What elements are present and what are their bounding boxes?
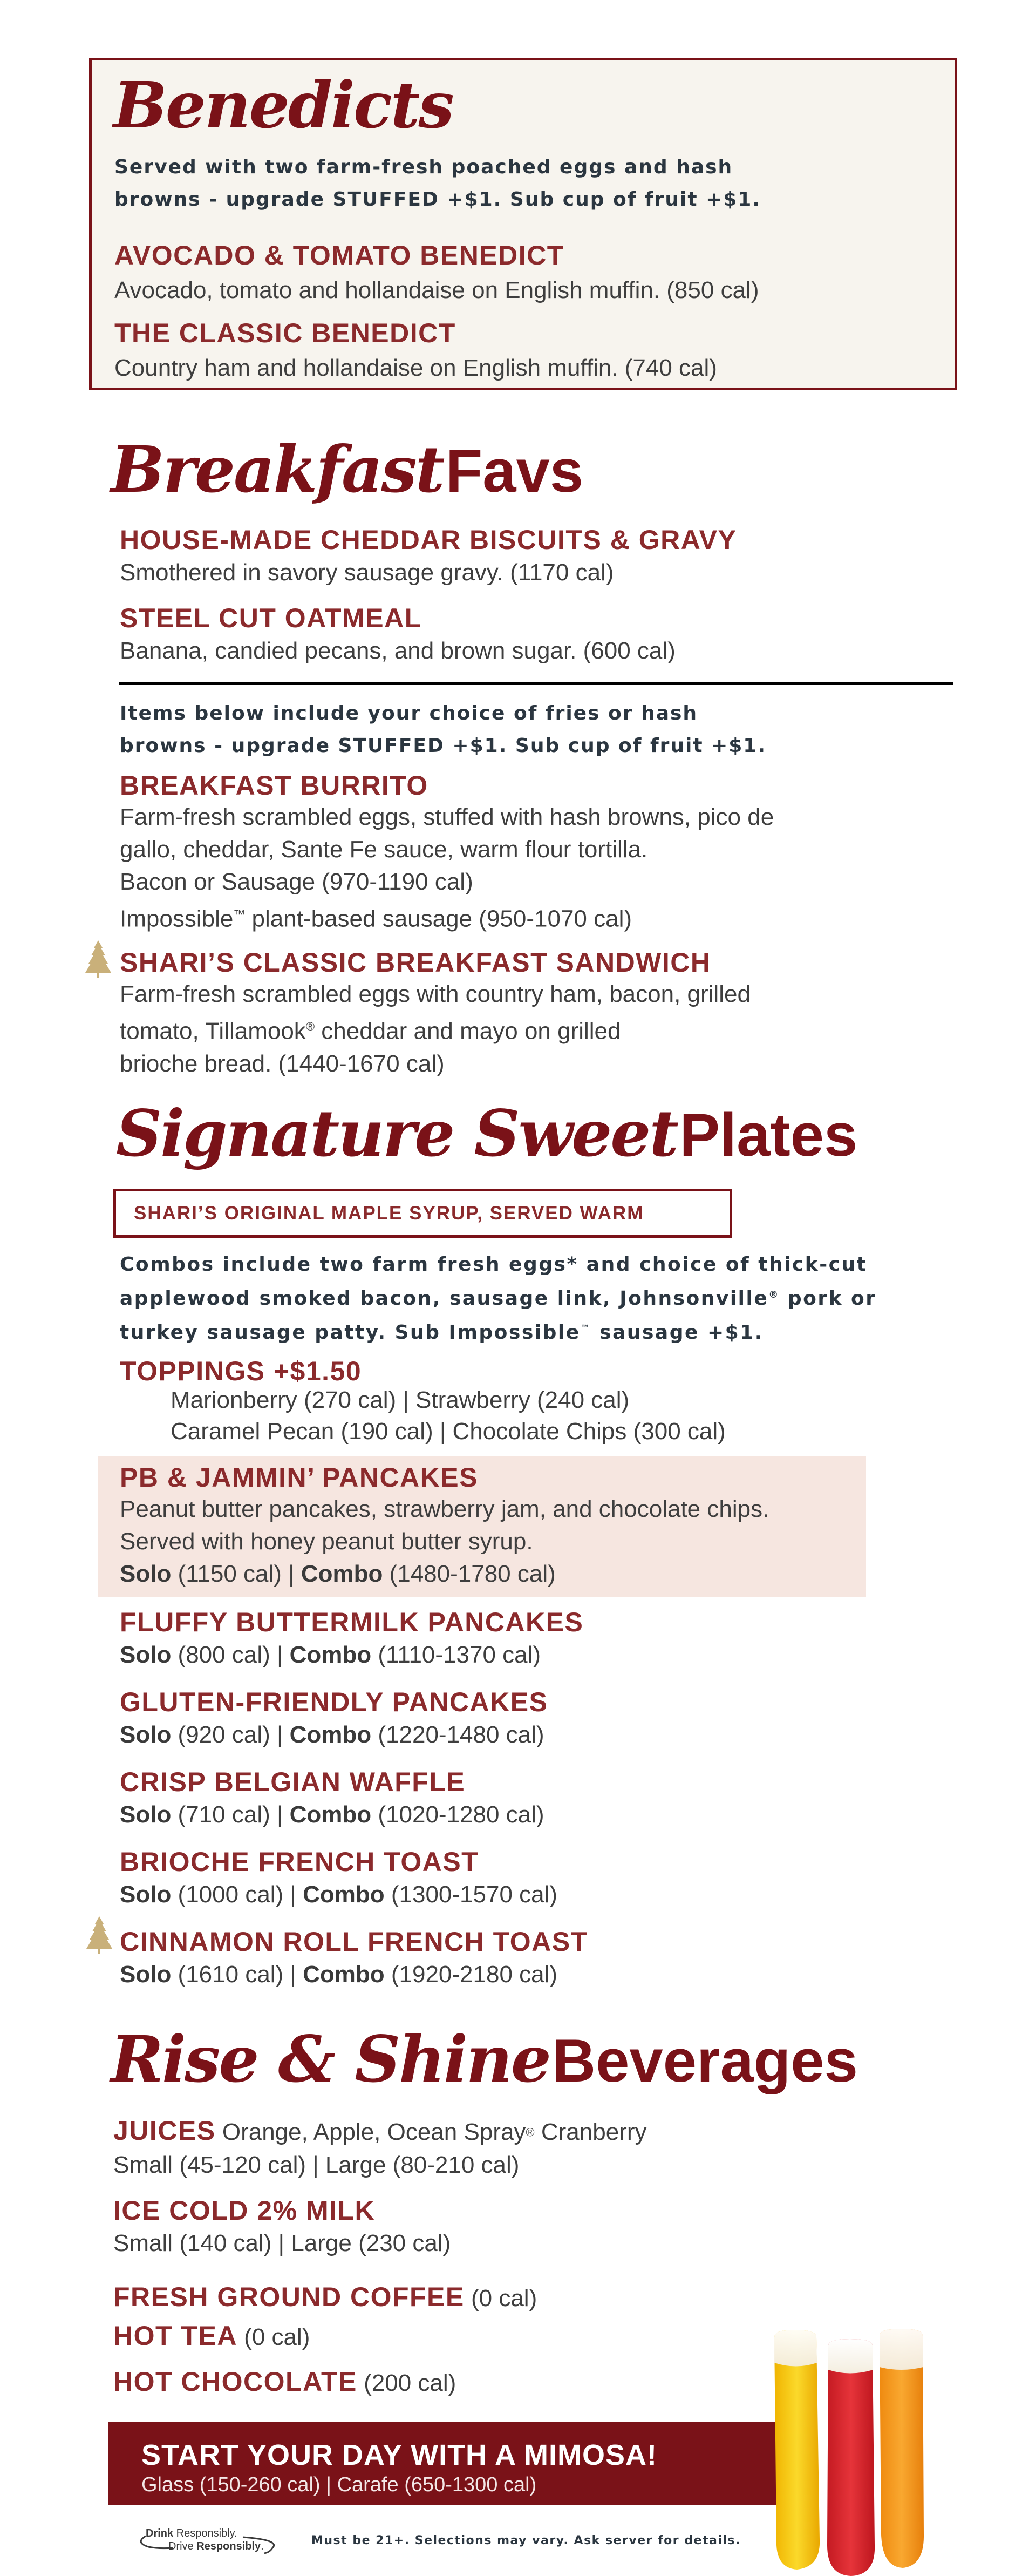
tree-icon	[84, 940, 112, 979]
item-name: CRISP BELGIAN WAFFLE	[120, 1767, 466, 1797]
item-name: AVOCADO & TOMATO BENEDICT	[114, 240, 564, 270]
menu-item	[114, 320, 717, 384]
title-script: Signature Sweet	[116, 1096, 677, 1171]
menu-item	[120, 605, 676, 667]
menu-item	[120, 526, 737, 589]
menu-item-burrito	[120, 772, 774, 936]
combo-note-line3: turkey sausage patty. Sub Impossible™ sausage +$1.	[120, 1321, 764, 1344]
item-calories: (200 cal)	[357, 2370, 456, 2396]
item-name: SHARI’S CLASSIC BREAKFAST SANDWICH	[120, 947, 711, 978]
syrup-label: SHARI’S ORIGINAL MAPLE SYRUP, SERVED WARM	[134, 1202, 644, 1224]
benedicts-note	[114, 151, 761, 216]
item-name: THE CLASSIC BENEDICT	[114, 318, 456, 348]
menu-item	[120, 1848, 557, 1911]
item-name: STEEL CUT OATMEAL	[120, 603, 422, 633]
desc-line: Peanut butter pancakes, strawberry jam, and chocolate chips.	[120, 1496, 769, 1522]
mimosa-subtitle: Glass (150-260 cal) | Carafe (650-1300 cal)	[141, 2473, 537, 2496]
title-plain: Favs	[445, 437, 584, 505]
item-calories: (0 cal)	[464, 2285, 537, 2311]
desc-line: Impossible™ plant-based sausage (950-1070 cal)	[120, 905, 632, 932]
calorie-line: Solo (1000 cal) | Combo (1300-1570 cal)	[120, 1881, 558, 1908]
beverage-hot-chocolate	[113, 2367, 456, 2399]
beverage-tea	[113, 2321, 310, 2354]
benedicts-note-line1: Served with two farm-fresh poached eggs and hash	[114, 156, 733, 178]
item-sizes: Small (140 cal) | Large (230 cal)	[113, 2230, 451, 2256]
toppings-line: Marionberry (270 cal) | Strawberry (240 cal)	[171, 1387, 630, 1413]
toppings-line: Caramel Pecan (190 cal) | Chocolate Chips (300 cal)	[171, 1418, 726, 1445]
beverage-juices	[113, 2116, 646, 2181]
age-disclaimer: Must be 21+. Selections may vary. Ask server for details.	[311, 2534, 741, 2547]
combo-note-line2: applewood smoked bacon, sausage link, Johnsonville® pork or	[120, 1287, 877, 1310]
item-description	[120, 978, 751, 1080]
item-name: CINNAMON ROLL FRENCH TOAST	[120, 1927, 588, 1957]
combo-note-line1: Combos include two farm fresh eggs* and choice of thick-cut	[120, 1253, 868, 1276]
item-description	[120, 1493, 769, 1590]
mimosa-glasses-image	[769, 2329, 936, 2576]
mimosa-banner	[108, 2422, 788, 2505]
toppings-list	[171, 1385, 726, 1447]
logo-line2: Drive Responsibly.	[168, 2540, 264, 2552]
calorie-line: Solo (1150 cal) | Combo (1480-1780 cal)	[120, 1561, 556, 1587]
benedicts-section	[89, 58, 957, 390]
toppings-label: TOPPINGS +$1.50	[120, 1356, 362, 1386]
item-description: Avocado, tomato and hollandaise on English muffin. (850 cal)	[114, 277, 759, 303]
calorie-line: Solo (920 cal) | Combo (1220-1480 cal)	[120, 1721, 544, 1748]
desc-line: Served with honey peanut butter syrup.	[120, 1528, 533, 1555]
item-description	[120, 801, 774, 936]
item-name: FLUFFY BUTTERMILK PANCAKES	[120, 1607, 584, 1637]
menu-item	[114, 242, 759, 307]
toppings	[120, 1358, 726, 1447]
menu-item	[120, 1768, 544, 1831]
item-name: PB & JAMMIN’ PANCAKES	[120, 1462, 478, 1493]
beverage-milk	[113, 2197, 451, 2260]
menu-item-sandwich	[120, 949, 751, 1080]
breakfast-favs-title	[111, 432, 583, 507]
menu-item	[120, 1689, 548, 1751]
beverage-line: JUICES Orange, Apple, Ocean Spray® Cranberry	[113, 2116, 647, 2146]
menu-item-featured	[120, 1464, 769, 1590]
sweet-plates-title	[116, 1096, 857, 1171]
combo-note	[120, 1250, 877, 1348]
desc-line: Farm-fresh scrambled eggs, stuffed with hash browns, pico de	[120, 804, 774, 830]
item-name: FRESH GROUND COFFEE	[113, 2282, 465, 2312]
benedicts-note-line2: browns - upgrade STUFFED +$1. Sub cup of fruit +$1.	[114, 188, 761, 211]
title-script: Rise & Shine	[111, 2022, 550, 2097]
title-script: Breakfast	[111, 432, 444, 507]
sides-note	[120, 697, 766, 762]
item-name: HOT TEA	[113, 2321, 237, 2351]
beverage-coffee	[113, 2282, 537, 2315]
menu-item	[120, 1609, 583, 1671]
desc-line: Farm-fresh scrambled eggs with country ham, bacon, grilled	[120, 981, 751, 1007]
benedicts-title: Benedicts	[113, 67, 453, 143]
calorie-line: Solo (710 cal) | Combo (1020-1280 cal)	[120, 1801, 544, 1828]
item-description: Smothered in savory sausage gravy. (1170 cal)	[120, 559, 614, 586]
desc-line: Bacon or Sausage (970-1190 cal)	[120, 869, 473, 895]
title-plain: Plates	[679, 1101, 858, 1169]
item-name: GLUTEN-FRIENDLY PANCAKES	[120, 1687, 548, 1717]
item-name: HOT CHOCOLATE	[113, 2367, 357, 2397]
sides-note-line1: Items below include your choice of fries or hash	[120, 702, 698, 724]
menu-item	[120, 1928, 588, 1991]
item-sizes: Small (45-120 cal) | Large (80-210 cal)	[113, 2151, 520, 2178]
desc-line: brioche bread. (1440-1670 cal)	[120, 1050, 445, 1077]
sides-note-line2: browns - upgrade STUFFED +$1. Sub cup of fruit +$1.	[120, 735, 767, 757]
beverages-title	[111, 2022, 858, 2097]
logo-line1: Drink Responsibly.	[146, 2527, 237, 2539]
mimosa-title: START YOUR DAY WITH A MIMOSA!	[141, 2439, 658, 2471]
item-calories: (0 cal)	[237, 2324, 310, 2350]
calorie-line: Solo (1610 cal) | Combo (1920-2180 cal)	[120, 1961, 558, 1988]
calorie-line: Solo (800 cal) | Combo (1110-1370 cal)	[120, 1642, 541, 1668]
item-name: ICE COLD 2% MILK	[113, 2195, 376, 2226]
item-description: Banana, candied pecans, and brown sugar. (600 cal)	[120, 638, 676, 664]
section-divider	[119, 682, 953, 685]
item-name: BRIOCHE FRENCH TOAST	[120, 1847, 479, 1877]
tree-icon	[85, 1916, 113, 1955]
desc-line: tomato, Tillamook® cheddar and mayo on grilled	[120, 1018, 621, 1045]
title-plain: Beverages	[552, 2027, 858, 2094]
item-description: Country ham and hollandaise on English muffin. (740 cal)	[114, 355, 717, 381]
drink-responsibly-logo	[135, 2526, 289, 2560]
desc-line: gallo, cheddar, Sante Fe sauce, warm flour tortilla.	[120, 836, 648, 863]
item-name: HOUSE-MADE CHEDDAR BISCUITS & GRAVY	[120, 525, 737, 555]
item-name: BREAKFAST BURRITO	[120, 770, 428, 801]
item-name: JUICES	[113, 2116, 216, 2146]
syrup-callout	[113, 1189, 732, 1238]
